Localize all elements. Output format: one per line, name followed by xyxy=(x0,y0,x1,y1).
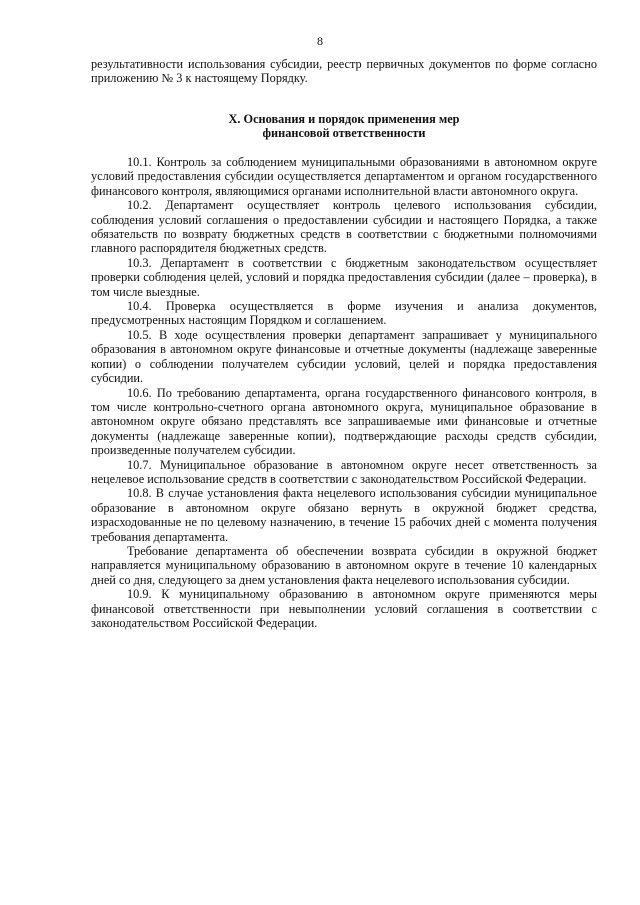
paragraph-10-9: 10.9. К муниципальному образованию в автономном округе применяются меры финансовой ответственности при невыполнении условий соглашения в соответствии с законодательством Российской Федерации. xyxy=(91,587,597,630)
paragraph-10-1: 10.1. Контроль за соблюдением муниципальными образованиями в автономном округе условий предоставления субсидии осуществляется департаментом и органом государственного финансового контроля, являющимися органами исполнительной власти автономного округа. xyxy=(91,155,597,198)
paragraph-10-3: 10.3. Департамент в соответствии с бюджетным законодательством осуществляет проверки соблюдения целей, условий и порядка предоставления субсидии (далее – проверка), в том числе выездные. xyxy=(91,255,597,299)
paragraph-10-8: 10.8. В случае установления факта нецелевого использования субсидии муниципальное образование в автономном округе обязано вернуть в окружной бюджет средства, израсходованные не по целевому назначению, в течение 15 рабочих дней с момента получения требования департамента. xyxy=(91,486,597,544)
paragraph-10-5: 10.5. В ходе осуществления проверки департамент запрашивает у муниципального образования в автономном округе финансовые и отчетные документы (надлежаще заверенные копии) о соблюдении получателем субсидии условий, целей и порядка предоставления субсидии. xyxy=(91,327,597,386)
paragraph-10-4: 10.4. Проверка осуществляется в форме изучения и анализа документов, предусмотренных настоящим Порядком и соглашением. xyxy=(91,299,597,328)
paragraph-10-6: 10.6. По требованию департамента, органа государственного финансового контроля, в том числе контрольно-счетного органа автономного округа, муниципальное образование в автономном округе обязано представлять все запрашиваемые ими финансовые и отчетные документы (надлежаще заверенные копии), подтверждающие расходы средств субсидии, произведенные получателем субсидии. xyxy=(91,385,597,458)
document-body xyxy=(91,57,597,630)
paragraph-10-2: 10.2. Департамент осуществляет контроль целевого использования субсидии, соблюдения условий соглашения о предоставлении субсидии и настоящего Порядка, а также обязательств по возврату бюджетных средств в соответствии с бюджетными полномочиями главного распорядителя бюджетных средств. xyxy=(91,198,597,256)
page-number: 8 xyxy=(317,34,323,48)
intro-paragraph: результативности использования субсидии, реестр первичных документов по форме согласно приложению № 3 к настоящему Порядку. xyxy=(91,57,597,86)
section-heading-line1: X. Основания и порядок применения мер xyxy=(228,111,460,126)
section-heading xyxy=(91,112,597,141)
paragraph-10-7: 10.7. Муниципальное образование в автономном округе несет ответственность за нецелевое использование средств в соответствии с законодательством Российской Федерации. xyxy=(91,457,597,486)
paragraph-10-8-requirement: Требование департамента об обеспечении возврата субсидии в окружной бюджет направляется муниципальному образованию в автономном округе в течение 10 календарных дней со дня, следующего за днем установления факта нецелевого использования субсидии. xyxy=(91,543,597,587)
section-heading-line2: финансовой ответственности xyxy=(262,126,426,141)
